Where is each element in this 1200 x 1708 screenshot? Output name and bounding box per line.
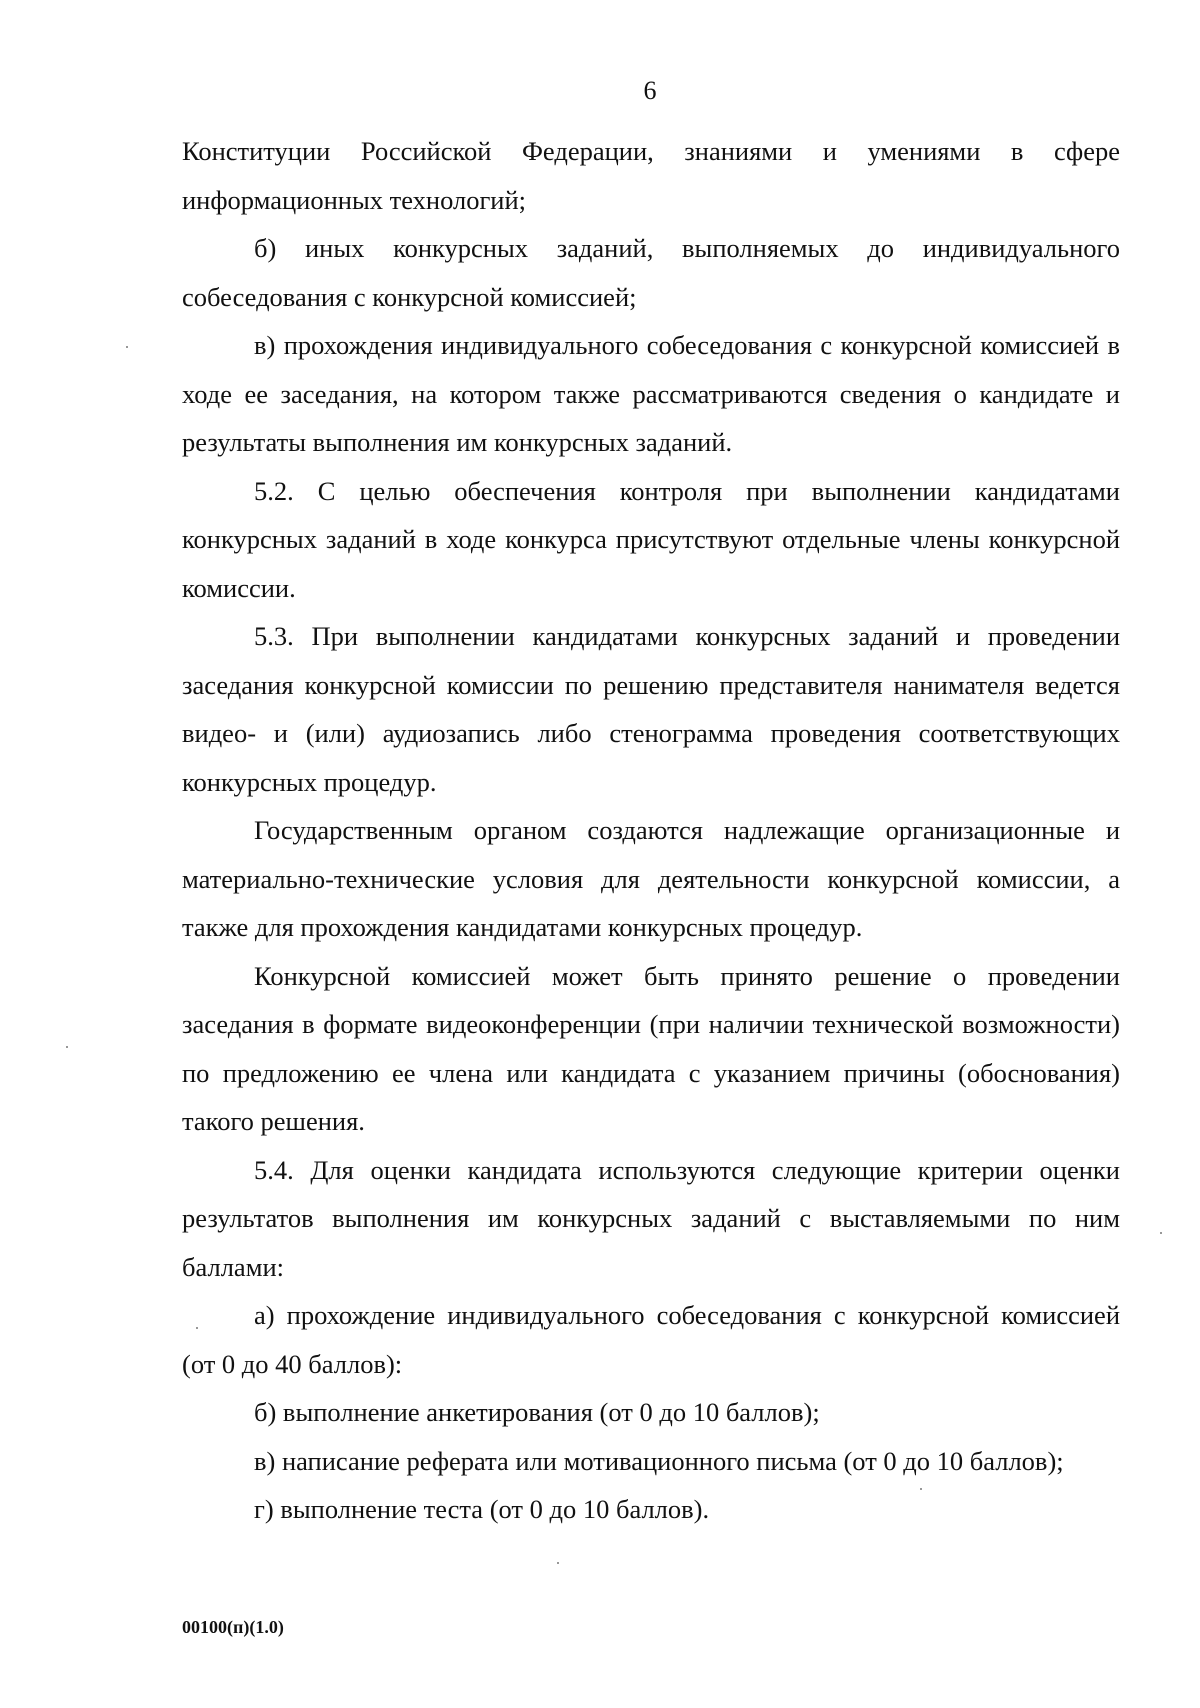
scan-speck xyxy=(126,346,128,348)
scan-speck xyxy=(920,1488,922,1490)
paragraph-5-2: 5.2. С целью обеспечения контроля при выполнении кандидатами конкурсных заданий в ходе конкурса присутствуют отдельные члены конкурсной комиссии. xyxy=(182,475,1120,603)
criterion-v: в) написание реферата или мотивационного письма (от 0 до 10 баллов); xyxy=(254,1445,1064,1476)
paragraph-item-v: в) прохождения индивидуального собеседования с конкурсной комиссией в ходе ее заседания, на котором также рассматриваются сведения о кандидате и результаты выполнения им конкурсных заданий. xyxy=(182,330,1120,457)
document-body xyxy=(182,127,1120,1534)
paragraph-item-b: б) иных конкурсных заданий, выполняемых до индивидуального собеседования с конкурсной комиссией; xyxy=(182,233,1120,312)
paragraph-state-body: Государственным органом создаются надлежащие организационные и материально-технические условия для деятельности конкурсной комиссии, а также для прохождения кандидатами конкурсных процедур. xyxy=(182,815,1120,942)
footer-form-code: 00100(п)(1.0) xyxy=(182,1617,284,1637)
page-number: 6 xyxy=(643,76,657,105)
scan-speck xyxy=(196,1327,198,1329)
scan-speck xyxy=(557,1562,559,1564)
scan-speck xyxy=(66,1046,68,1048)
paragraph-5-4: 5.4. Для оценки кандидата используются следующие критерии оценки результатов выполнения им конкурсных заданий с выставляемыми по ним баллами: xyxy=(182,1154,1120,1282)
paragraph-continuation: Конституции Российской Федерации, знаниями и умениями в сфере информационных технологий; xyxy=(182,136,1120,215)
paragraph-videoconference: Конкурсной комиссией может быть принято решение о проведении заседания в формате видеоконференции (при наличии технической возможности) по предложению ее члена или кандидата с указанием причины (обоснования) такого решения. xyxy=(182,960,1120,1136)
criterion-b: б) выполнение анкетирования (от 0 до 10 баллов); xyxy=(254,1397,820,1427)
criterion-g: г) выполнение теста (от 0 до 10 баллов). xyxy=(254,1494,710,1524)
criterion-a: а) прохождение индивидуального собеседования с конкурсной комиссией (от 0 до 40 баллов): xyxy=(182,1300,1120,1379)
paragraph-5-3: 5.3. При выполнении кандидатами конкурсных заданий и проведении заседания конкурсной комиссии по решению представителя нанимателя ведется видео- и (или) аудиозапись либо стенограмма проведения соответствующих конкурсных процедур. xyxy=(182,621,1120,797)
scan-speck xyxy=(1160,1232,1162,1234)
